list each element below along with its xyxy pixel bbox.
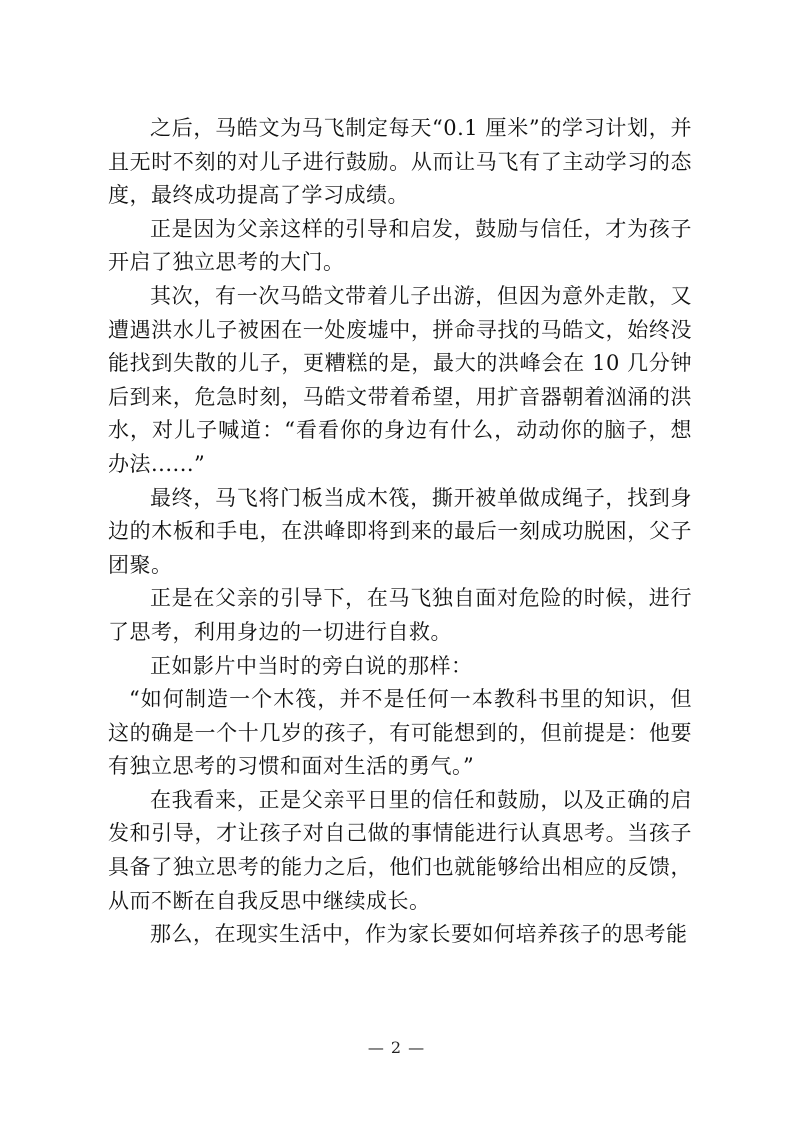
paragraph: 最终，马飞将门板当成木筏，撕开被单做成绳子，找到身边的木板和手电，在洪峰即将到来的最后一刻成功脱困，父子团聚。 xyxy=(108,485,692,577)
quote-paragraph: “如何制造一个木筏，并不是任何一本教科书里的知识，但这的确是一个十几岁的孩子，有可能想到的，但前提是：他要有独立思考的习惯和面对生活的勇气。” xyxy=(108,687,692,779)
page-number: — 2 — xyxy=(367,1038,426,1057)
body-text xyxy=(108,112,692,952)
paragraph: 正如影片中当时的旁白说的那样： xyxy=(150,653,473,678)
paragraph: 正是在父亲的引导下，在马飞独自面对危险的时候，进行了思考，利用身边的一切进行自救。 xyxy=(108,586,692,644)
paragraph: 其次，有一次马皓文带着儿子出游，但因为意外走散，又遭遇洪水儿子被困在一处废墟中，拼命寻找的马皓文，始终没能找到失散的儿子，更糟糕的是，最大的洪峰会在 10 几分钟后到来，危急时刻，马皓文带着希望，用扩音器朝着汹涌的洪水，对儿子喊道：“看看你的身边有什么，动动你的脑子，想办法......” xyxy=(108,283,692,476)
paragraph: 之后，马皓文为马飞制定每天“0.1 厘米”的学习计划，并且无时不刻的对儿子进行鼓励。从而让马飞有了主动学习的态度，最终成功提高了学习成绩。 xyxy=(108,116,692,208)
paragraph: 那么，在现实生活中，作为家长要如何培养孩子的思考能 xyxy=(150,922,688,947)
paragraph: 在我看来，正是父亲平日里的信任和鼓励，以及正确的启发和引导，才让孩子对自己做的事情能进行认真思考。当孩子具备了独立思考的能力之后，他们也就能够给出相应的反馈，从而不断在自我反思中继续成长。 xyxy=(108,787,692,913)
paragraph: 正是因为父亲这样的引导和启发，鼓励与信任，才为孩子开启了独立思考的大门。 xyxy=(108,216,692,275)
